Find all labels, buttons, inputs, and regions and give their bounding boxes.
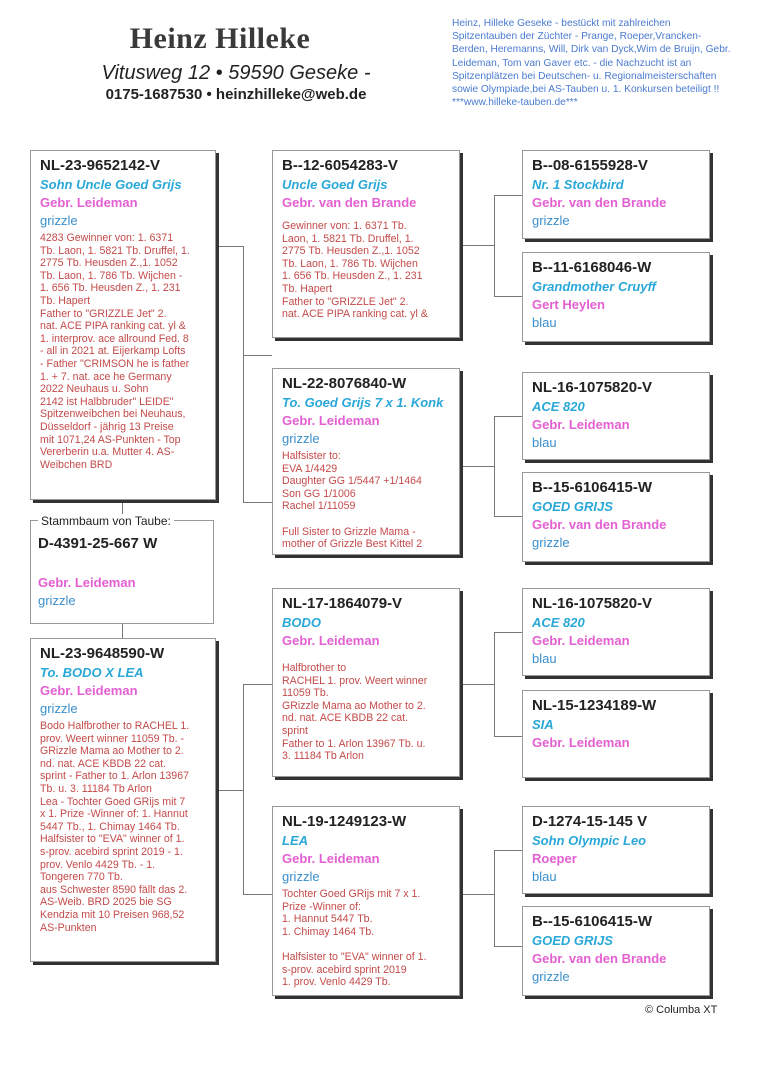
mm-ring-number: NL-19-1249123-W bbox=[282, 813, 407, 830]
fm-breeder: Gebr. Leideman bbox=[282, 413, 380, 428]
mfm-ring-number: NL-15-1234189-W bbox=[532, 697, 657, 714]
mff-color: blau bbox=[532, 651, 557, 666]
breeder-contact: 0175-1687530 • heinzhilleke@web.de bbox=[105, 86, 367, 103]
connector-line bbox=[494, 416, 495, 516]
mmf-name: Sohn Olympic Leo bbox=[532, 833, 647, 848]
connector-line bbox=[243, 894, 272, 895]
gg-mmf-card bbox=[522, 806, 710, 894]
fmm-name: GOED GRIJS bbox=[532, 499, 613, 514]
ff-name: Uncle Goed Grijs bbox=[282, 177, 388, 192]
mmf-ring-number: D-1274-15-145 V bbox=[532, 813, 648, 830]
fmf-name: ACE 820 bbox=[532, 399, 585, 414]
mother-card bbox=[30, 638, 216, 962]
mother-ring-number: NL-23-9648590-W bbox=[40, 645, 165, 662]
mother-color: grizzle bbox=[40, 701, 78, 716]
connector-line bbox=[494, 632, 522, 633]
fmf-breeder: Gebr. Leideman bbox=[532, 417, 630, 432]
connector-line bbox=[494, 195, 522, 196]
father-info: 4283 Gewinner von: 1. 6371 Tb. Laon, 1. 5821 Tb. Druffel, 1. 2775 Tb. Heusden Z.,1. 1052 Tb. Laon, 1. 786 Tb. Wijchen - 1. 656 Tb. Heusden Z., 1. 231 Tb. Hapert Father to "GRIZZLE Jet" 2. nat. ACE PIPA ranking cat. yl & 1. interprov. ace allround Fed. 8 - all in 2021 at. Eijerkamp Lofts - Father "CRIMSON he is father 1. + 7. nat. ace he Germany 2022 Neuhaus u. Sohn 2142 ist Halbbruder" LEIDE" Spitzenweibchen bei Neuhaus, Düsseldorf - jährig 13 Preise mit 1071,24 AS-Punkten - Top Vererberin u.a. Mutter 4. AS- Weibchen BRD bbox=[40, 232, 190, 471]
fm-color: grizzle bbox=[282, 431, 320, 446]
father-name: Sohn Uncle Goed Grijs bbox=[40, 177, 182, 192]
gg-fmm-card bbox=[522, 472, 710, 562]
mm-color: grizzle bbox=[282, 869, 320, 884]
fff-ring-number: B--08-6155928-V bbox=[532, 157, 648, 174]
connector-line bbox=[243, 684, 244, 894]
connector-line bbox=[494, 850, 522, 851]
breeder-name: Heinz Hilleke bbox=[129, 22, 311, 55]
ff-ring-number: B--12-6054283-V bbox=[282, 157, 398, 174]
mff-breeder: Gebr. Leideman bbox=[532, 633, 630, 648]
mmf-color: blau bbox=[532, 869, 557, 884]
grandsire-maternal-card bbox=[272, 588, 460, 777]
fmm-color: grizzle bbox=[532, 535, 570, 550]
connector-line bbox=[243, 246, 244, 502]
connector-line bbox=[243, 502, 272, 503]
connector-line bbox=[214, 246, 243, 247]
connector-line bbox=[243, 355, 272, 356]
ff-info: Gewinner von: 1. 6371 Tb. Laon, 1. 5821 Tb. Druffel, 1. 2775 Tb. Heusden Z.,1. 1052 Tb. Laon, 1. 786 Tb. Wijchen 1. 656 Tb. Heusden Z., 1. 231 Tb. Hapert Father to "GRIZZLE Jet" 2. nat. ACE PIPA ranking cat. yl & bbox=[282, 220, 428, 321]
subject-ring-number: D-4391-25-667 W bbox=[38, 535, 158, 552]
ffm-name: Grandmother Cruyff bbox=[532, 279, 656, 294]
ff-breeder: Gebr. van den Brande bbox=[282, 195, 417, 210]
fmm-ring-number: B--15-6106415-W bbox=[532, 479, 653, 496]
fmf-ring-number: NL-16-1075820-V bbox=[532, 379, 653, 396]
father-ring-number: NL-23-9652142-V bbox=[40, 157, 161, 174]
fm-info: Halfsister to: EVA 1/4429 Daughter GG 1/5447 +1/1464 Son GG 1/1006 Rachel 1/11059 Full Sister to Grizzle Mama - mother of Grizzle Best Kittel 2 bbox=[282, 450, 423, 551]
fm-name: To. Goed Grijs 7 x 1. Konk bbox=[282, 395, 444, 410]
connector-line bbox=[122, 624, 123, 638]
father-breeder: Gebr. Leideman bbox=[40, 195, 138, 210]
gg-ffm-card bbox=[522, 252, 710, 342]
mff-name: ACE 820 bbox=[532, 615, 585, 630]
ffm-breeder: Gert Heylen bbox=[532, 297, 605, 312]
fm-ring-number: NL-22-8076840-W bbox=[282, 375, 407, 392]
gg-fff-card bbox=[522, 150, 710, 239]
fff-name: Nr. 1 Stockbird bbox=[532, 177, 624, 192]
mother-name: To. BODO X LEA bbox=[40, 665, 144, 680]
fmf-color: blau bbox=[532, 435, 557, 450]
fff-color: grizzle bbox=[532, 213, 570, 228]
connector-line bbox=[494, 946, 522, 947]
mother-info: Bodo Halfbrother to RACHEL 1. prov. Weert winner 11059 Tb. - GRizzle Mama ao Mother to 2. nd. nat. ACE KBDB 22 cat. sprint - Father to 1. Arlon 13967 Tb. u. 3. 11184 Tb Arlon Lea - Tochter Goed GRijs mit 7 x 1. Prize -Winner of: 1. Hannut 5447 Tb., 1. Chimay 1464 Tb. Halfsister to "EVA" winner of 1. s-prov. acebird sprint 2019 - 1. prov. Venlo 4429 Tb. - 1. Tongeren 770 Tb. aus Schwester 8590 fällt das 2. AS-Weib. BRD 2025 bie SG Kendzia mit 10 Preisen 968,52 AS-Punkten bbox=[40, 720, 190, 934]
ffm-color: blau bbox=[532, 315, 557, 330]
mf-breeder: Gebr. Leideman bbox=[282, 633, 380, 648]
connector-line bbox=[243, 684, 272, 685]
connector-line bbox=[494, 416, 522, 417]
software-credit: © Columba XT bbox=[645, 1004, 718, 1016]
pedigree-label: Stammbaum von Taube: bbox=[38, 514, 174, 528]
mm-name: LEA bbox=[282, 833, 308, 848]
ffm-ring-number: B--11-6168046-W bbox=[532, 259, 652, 276]
grandsire-paternal-card bbox=[272, 150, 460, 338]
connector-line bbox=[214, 790, 243, 791]
mf-info: Halfbrother to RACHEL 1. prov. Weert winner 11059 Tb. GRizzle Mama ao Mother to 2. nd. nat. ACE KBDB 22 cat. sprint Father to 1. Arlon 13967 Tb. u. 3. 11184 Tb Arlon bbox=[282, 662, 428, 763]
granddam-maternal-card bbox=[272, 806, 460, 996]
mmm-color: grizzle bbox=[532, 969, 570, 984]
gg-mfm-card bbox=[522, 690, 710, 778]
mm-info: Tochter Goed GRijs mit 7 x 1. Prize -Winner of: 1. Hannut 5447 Tb. 1. Chimay 1464 Tb. Halfsister to "EVA" winner of 1. s-prov. acebird sprint 2019 1. prov. Venlo 4429 Tb. bbox=[282, 888, 427, 989]
granddam-paternal-card bbox=[272, 368, 460, 555]
subject-color: grizzle bbox=[38, 593, 76, 608]
mmf-breeder: Roeper bbox=[532, 851, 577, 866]
connector-line bbox=[494, 736, 522, 737]
mm-breeder: Gebr. Leideman bbox=[282, 851, 380, 866]
gg-mmm-card bbox=[522, 906, 710, 996]
breeder-address: Vitusweg 12 • 59590 Geseke - bbox=[101, 62, 371, 84]
mf-name: BODO bbox=[282, 615, 321, 630]
connector-line bbox=[460, 245, 494, 246]
father-color: grizzle bbox=[40, 213, 78, 228]
mmm-ring-number: B--15-6106415-W bbox=[532, 913, 653, 930]
gg-mff-card bbox=[522, 588, 710, 676]
connector-line bbox=[494, 296, 522, 297]
connector-line bbox=[460, 894, 494, 895]
mff-ring-number: NL-16-1075820-V bbox=[532, 595, 653, 612]
gg-fmf-card bbox=[522, 372, 710, 460]
connector-line bbox=[494, 195, 495, 296]
connector-line bbox=[494, 632, 495, 736]
subject-pigeon-card bbox=[30, 520, 214, 624]
mother-breeder: Gebr. Leideman bbox=[40, 683, 138, 698]
fmm-breeder: Gebr. van den Brande bbox=[532, 517, 667, 532]
connector-line bbox=[460, 684, 494, 685]
connector-line bbox=[494, 516, 522, 517]
mfm-name: SIA bbox=[532, 717, 554, 732]
mfm-breeder: Gebr. Leideman bbox=[532, 735, 630, 750]
mmm-name: GOED GRIJS bbox=[532, 933, 613, 948]
connector-line bbox=[460, 466, 494, 467]
subject-breeder: Gebr. Leideman bbox=[38, 575, 136, 590]
fff-breeder: Gebr. van den Brande bbox=[532, 195, 667, 210]
mmm-breeder: Gebr. van den Brande bbox=[532, 951, 667, 966]
breeder-description: Heinz, Hilleke Geseke - bestückt mit zahlreichen Spitzentauben der Züchter - Prange, Roeper,Vrancken-Berden, Heremanns, Will, Dirk van Dyck,Wim de Bruijn, Gebr. Leideman, Tom van Gaver etc. - die Nachzucht ist an Spitzenplätzen bei Deutschen- u. Regionalmeisterschaften sowie Olympiade,bei AS-Tauben u. 1. Konkursen beteiligt !! ***www.hilleke-tauben.de*** bbox=[452, 18, 731, 109]
connector-line bbox=[494, 850, 495, 946]
mf-ring-number: NL-17-1864079-V bbox=[282, 595, 403, 612]
father-card bbox=[30, 150, 216, 500]
